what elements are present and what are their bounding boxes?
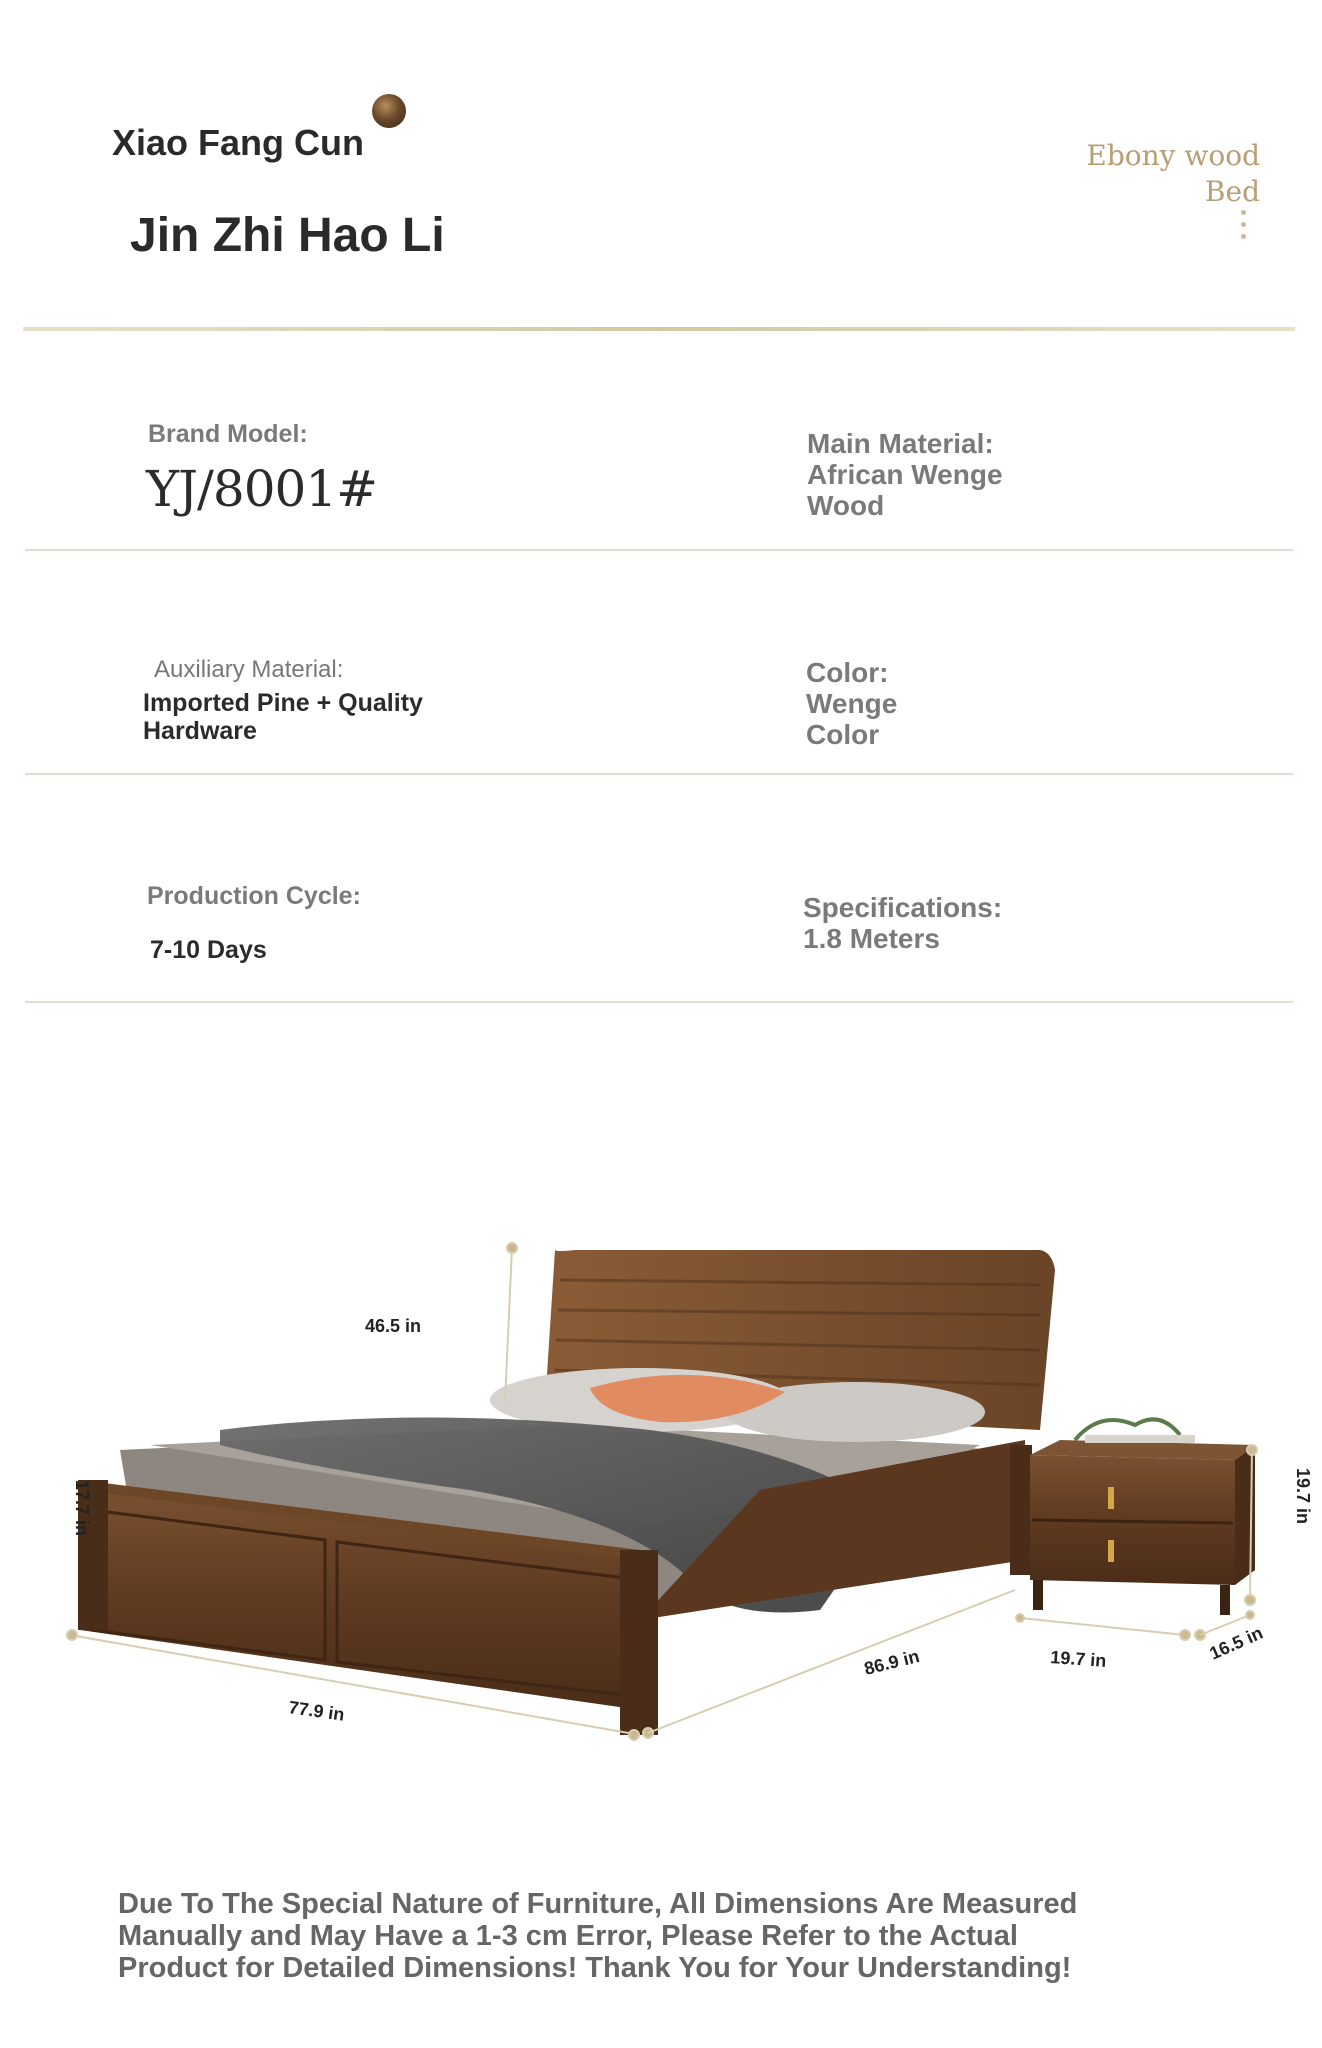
notice-line1: Due To The Special Nature of Furniture, All Dimensions Are Measured — [118, 1888, 1078, 1920]
bed-product-illustration — [0, 1190, 1322, 1770]
dim-bed-length: 86.9 in — [862, 1645, 922, 1679]
tagline-line1: Ebony wood — [1086, 139, 1260, 172]
main-material-block — [807, 428, 1003, 521]
color-value-line1: Wenge — [806, 688, 898, 719]
color-label: Color: — [806, 657, 889, 688]
dim-bed-width: 77.9 in — [287, 1697, 346, 1725]
dim-nightstand-depth: 16.5 in — [1206, 1622, 1266, 1664]
specifications-label: Specifications: — [803, 892, 1003, 923]
dim-headboard-height: 46.5 in — [365, 1316, 422, 1336]
specifications-block — [803, 892, 1002, 954]
dim-footboard-height: 17.7 in — [72, 1480, 92, 1537]
aux-material-value — [143, 689, 423, 745]
production-cycle-value: 7-10 Days — [150, 936, 267, 964]
main-material-value-line1: African Wenge — [807, 459, 1003, 490]
row-divider — [25, 549, 1293, 551]
nightstand — [1030, 1419, 1255, 1615]
brand-model-value: YJ/8001# — [146, 460, 378, 518]
header-divider — [23, 327, 1295, 331]
brand-model-label: Brand Model: — [148, 420, 308, 448]
row-divider — [25, 773, 1293, 775]
product-name: Jin Zhi Hao Li — [130, 209, 445, 262]
aux-material-value-line1: Imported Pine + Quality — [143, 689, 423, 717]
tagline-line2: Bed — [1204, 175, 1260, 208]
notice-line2: Manually and May Have a 1-3 cm Error, Please Refer to the Actual — [118, 1920, 1018, 1952]
dim-nightstand-height: 19.7 in — [1293, 1468, 1313, 1525]
main-material-label: Main Material: — [807, 428, 994, 459]
main-material-value-line2: Wood — [807, 490, 885, 521]
dimension-disclaimer — [118, 1888, 1118, 1984]
color-value-line2: Color — [806, 719, 880, 750]
product-tagline — [1086, 138, 1260, 210]
aux-material-label: Auxiliary Material: — [154, 656, 344, 683]
color-block — [806, 657, 897, 750]
production-cycle-label: Production Cycle: — [147, 882, 361, 910]
notice-line3: Product for Detailed Dimensions! Thank You for Your Understanding! — [118, 1952, 1072, 1984]
aux-material-value-line2: Hardware — [143, 717, 257, 745]
brand-name: Xiao Fang Cun — [112, 122, 364, 163]
dim-nightstand-width: 19.7 in — [1049, 1647, 1108, 1671]
specifications-value: 1.8 Meters — [803, 923, 940, 954]
row-divider — [25, 1001, 1293, 1003]
moon-logo-icon — [372, 94, 406, 128]
vertical-dots-icon — [1241, 210, 1247, 246]
